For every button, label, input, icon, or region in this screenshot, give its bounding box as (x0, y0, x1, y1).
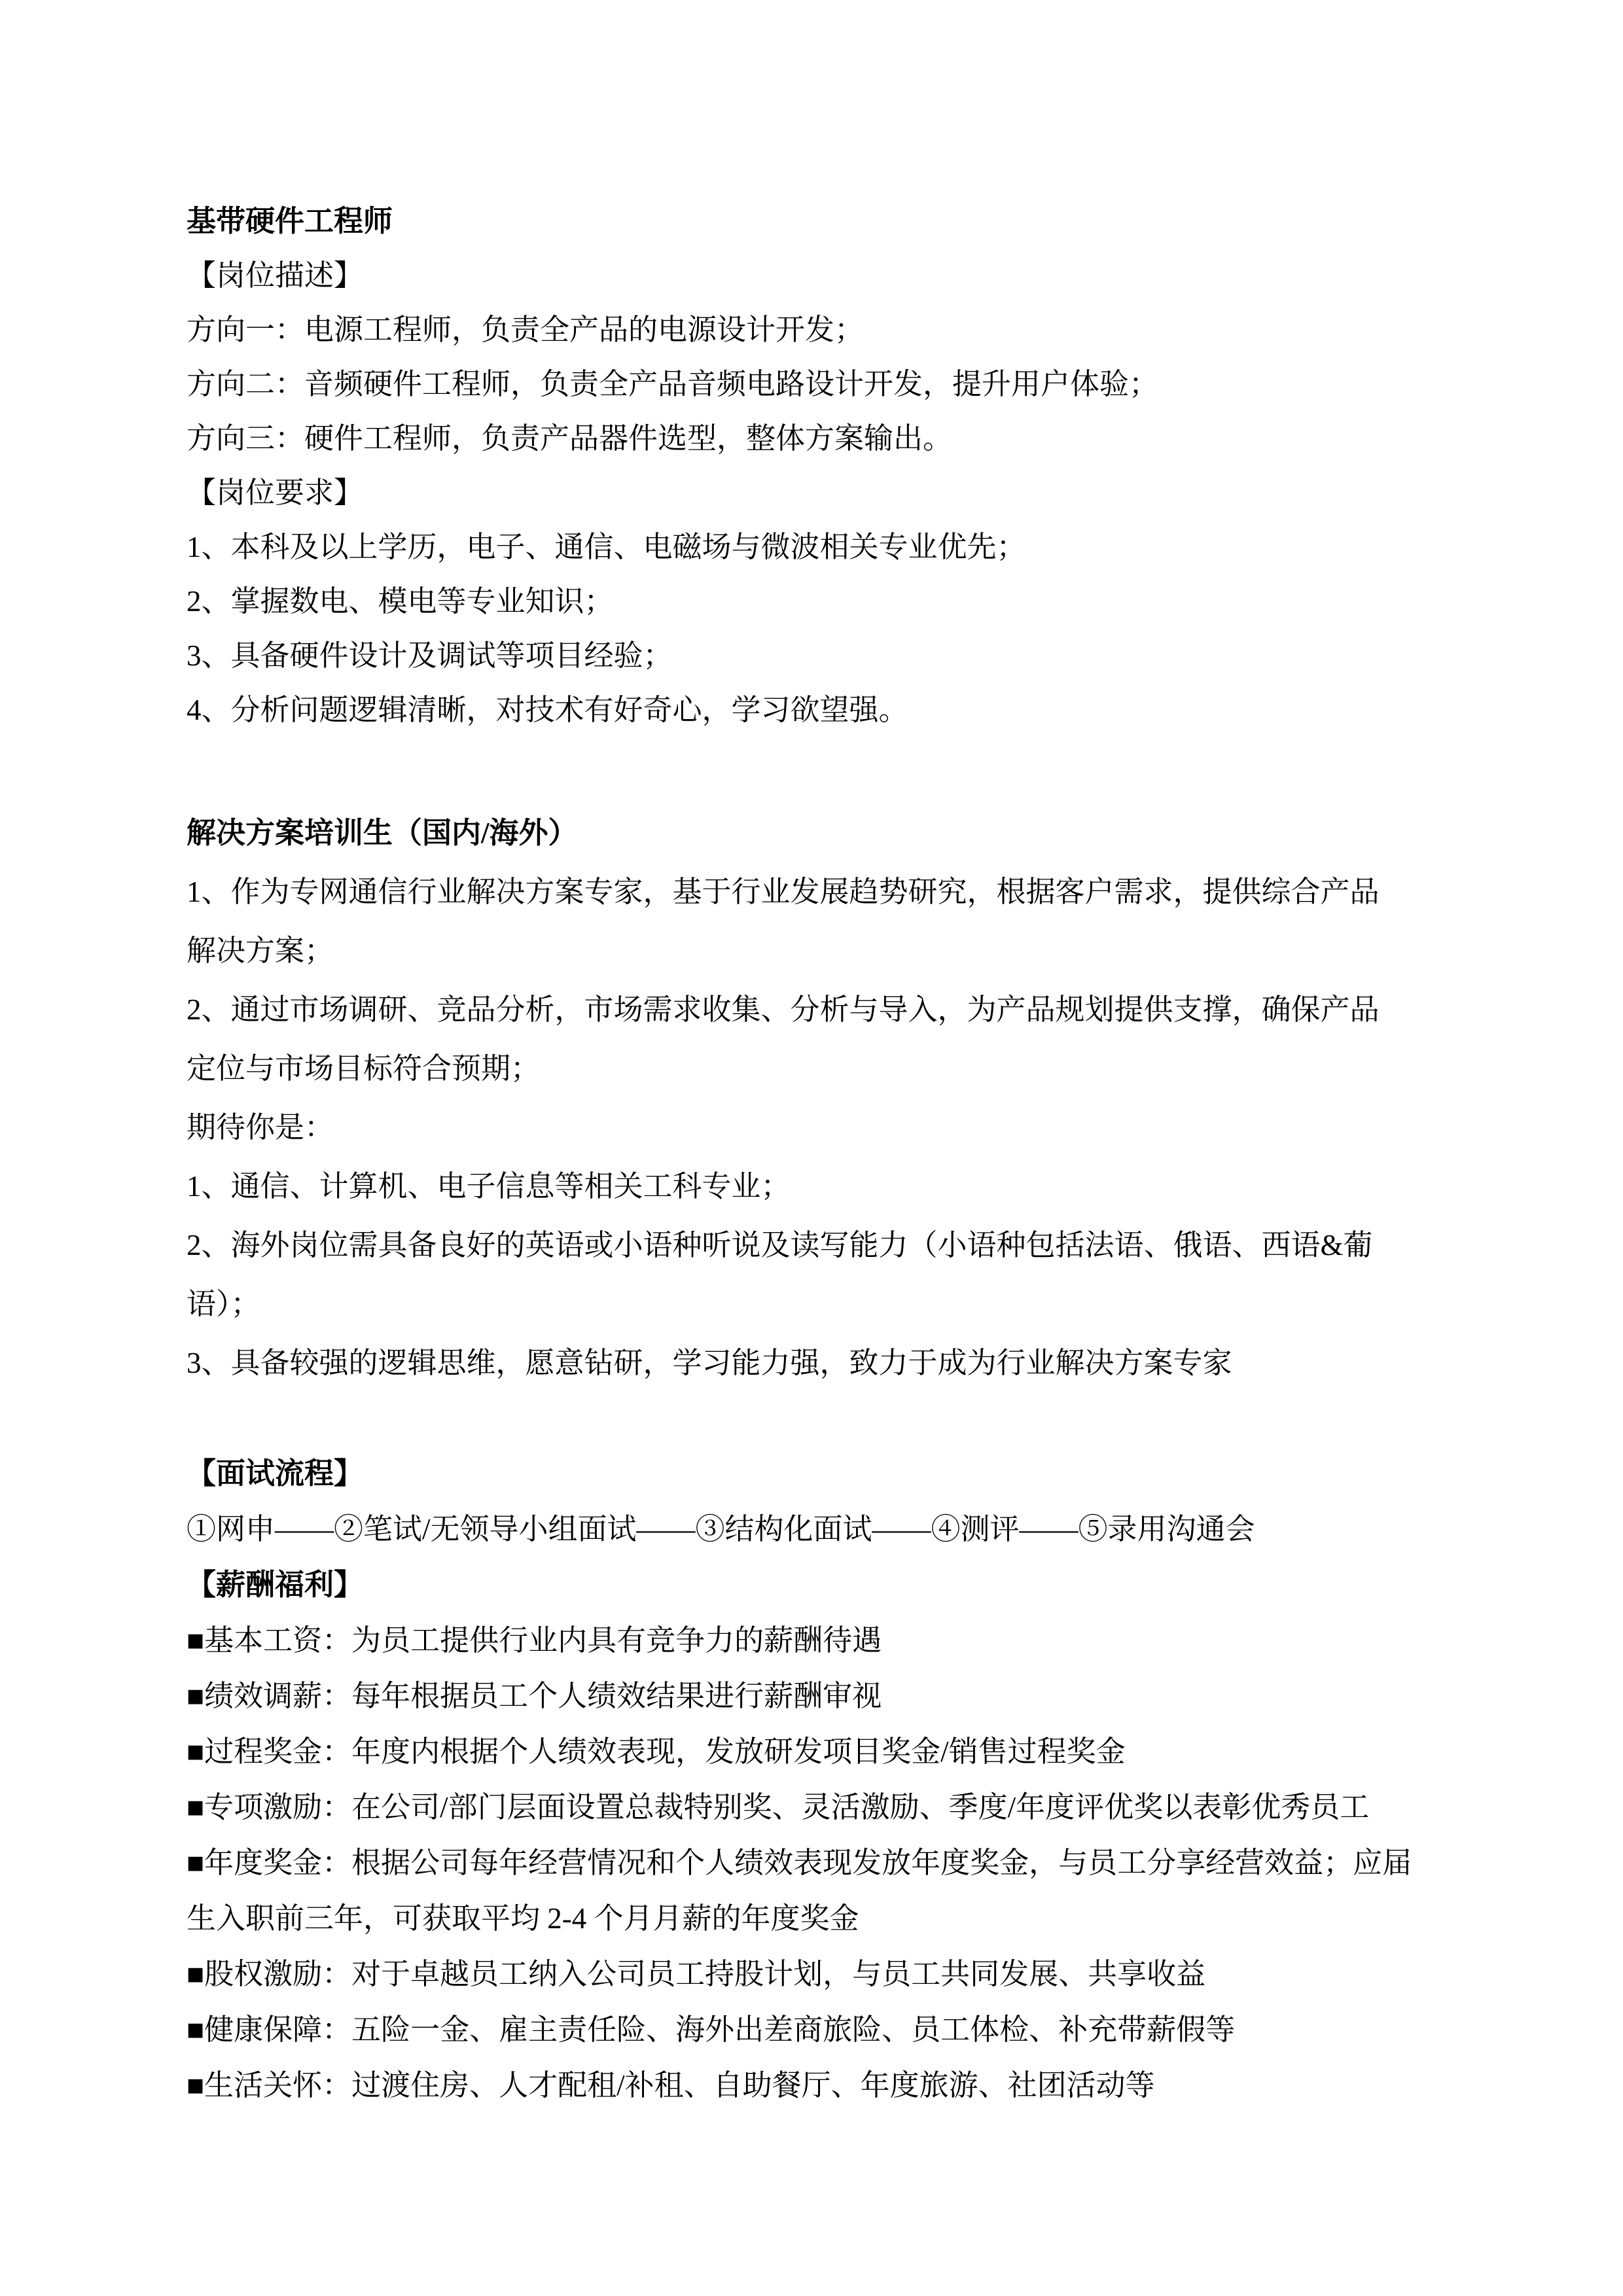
job1-requirement-1: 1、本科及以上学历，电子、通信、电磁场与微波相关专业优先； (187, 531, 1026, 563)
job1-requirements-header: 【岗位要求】 (187, 476, 364, 509)
job2-expectation-line-3: 语）； (187, 1288, 260, 1320)
job1-description-header: 【岗位描述】 (187, 259, 364, 292)
benefit-annual-bonus-line-1: ■年度奖金：根据公司每年经营情况和个人绩效表现发放年度奖金，与员工分享经营效益；应届 (187, 1846, 1412, 1879)
benefit-health-protection: ■健康保障：五险一金、雇主责任险、海外出差商旅险、员工体检、补充带薪假等 (187, 2013, 1236, 2046)
benefit-annual-bonus-line-2: 生入职前三年，可获取平均 2-4 个月月薪的年度奖金 (187, 1902, 859, 1935)
job2-responsibility-line-3: 2、通过市场调研、竞品分析，市场需求收集、分析与导入，为产品规划提供支撑，确保产品 (187, 993, 1380, 1026)
benefits-header: 【薪酬福利】 (187, 1568, 364, 1601)
interview-header: 【面试流程】 (187, 1457, 364, 1490)
interview-steps: ①网申——②笔试/无领导小组面试——③结构化面试——④测评——⑤录用沟通会 (187, 1513, 1255, 1545)
job1-direction-1: 方向一：电源工程师，负责全产品的电源设计开发； (187, 313, 865, 346)
job1-requirement-4: 4、分析问题逻辑清晰，对技术有好奇心，学习欲望强。 (187, 694, 908, 726)
job2-title: 解决方案培训生（国内/海外） (187, 817, 578, 849)
benefit-life-care: ■生活关怀：过渡住房、人才配租/补租、自助餐厅、年度旅游、社团活动等 (187, 2069, 1155, 2102)
job2-expectation-line-2: 2、海外岗位需具备良好的英语或小语种听说及读写能力（小语种包括法语、俄语、西语&葡 (187, 1229, 1373, 1262)
job1-requirement-2: 2、掌握数电、模电等专业知识； (187, 585, 614, 618)
job2-responsibility-line-2: 解决方案； (187, 934, 334, 967)
job2-expectation-intro: 期待你是： (187, 1111, 334, 1144)
job1-direction-2: 方向二：音频硬件工程师，负责全产品音频电路设计开发，提升用户体验； (187, 368, 1159, 400)
job2-expectation-line-4: 3、具备较强的逻辑思维，愿意钻研，学习能力强，致力于成为行业解决方案专家 (187, 1347, 1232, 1379)
benefit-base-salary: ■基本工资：为员工提供行业内具有竞争力的薪酬待遇 (187, 1624, 882, 1657)
job1-requirement-3: 3、具备硬件设计及调试等项目经验； (187, 639, 673, 672)
job1-direction-3: 方向三：硬件工程师，负责产品器件选型，整体方案输出。 (187, 422, 953, 455)
document-content (187, 194, 1450, 2113)
benefit-special-incentive: ■专项激励：在公司/部门层面设置总裁特别奖、灵活激励、季度/年度评优奖以表彰优秀员工 (187, 1791, 1370, 1824)
benefit-process-bonus: ■过程奖金：年度内根据个人绩效表现，发放研发项目奖金/销售过程奖金 (187, 1735, 1126, 1768)
benefit-performance-raise: ■绩效调薪：每年根据员工个人绩效结果进行薪酬审视 (187, 1680, 882, 1712)
job2-responsibility-line-1: 1、作为专网通信行业解决方案专家，基于行业发展趋势研究，根据客户需求，提供综合产品 (187, 875, 1380, 908)
job2-responsibility-line-4: 定位与市场目标符合预期； (187, 1052, 541, 1085)
benefit-equity-incentive: ■股权激励：对于卓越员工纳入公司员工持股计划，与员工共同发展、共享收益 (187, 1958, 1206, 1990)
job1-title: 基带硬件工程师 (187, 205, 393, 238)
job2-expectation-line-1: 1、通信、计算机、电子信息等相关工科专业； (187, 1170, 791, 1203)
